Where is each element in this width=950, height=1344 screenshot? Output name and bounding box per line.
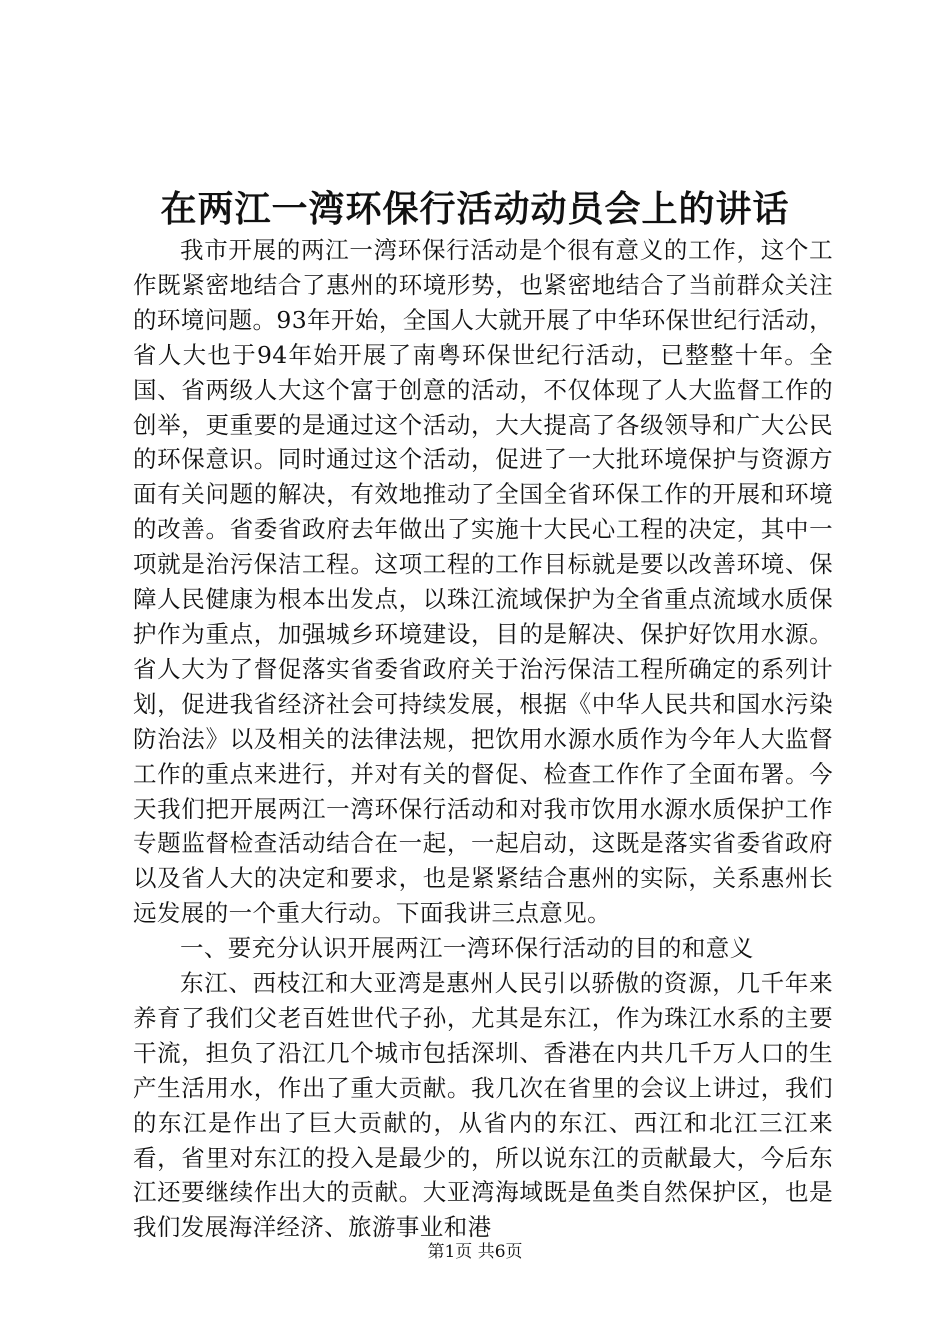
paragraph-intro: 我市开展的两江一湾环保行活动是个很有意义的工作，这个工作既紧密地结合了惠州的环境形势，也紧密地结合了当前群众关注的环境问题。93年开始，全国人大就开展了中华环保世纪行活动，省人大也于94年始开展了南粤环保世纪行活动，已整整十年。全国、省两级人大这个富于创意的活动，不仅体现了人大监督工作的创举，更重要的是通过这个活动，大大提高了各级领导和广大公民的环保意识。同时通过这个活动，促进了一大批环境保护与资源方面有关问题的解决，有效地推动了全国全省环保工作的开展和环境的改善。省委省政府去年做出了实施十大民心工程的决定，其中一项就是治污保洁工程。这项工程的工作目标就是要以改善环境、保障人民健康为根本出发点，以珠江流域保护为全省重点流域水质保护作为重点，加强城乡环境建设，目的是解决、保护好饮用水源。省人大为了督促落实省委省政府关于治污保洁工程所确定的系列计划，促进我省经济社会可持续发展，根据《中华人民共和国水污染防治法》以及相关的法律法规，把饮用水源水质作为今年人大监督工作的重点来进行，并对有关的督促、检查工作作了全面布署。今天我们把开展两江一湾环保行活动和对我市饮用水源水质保护工作专题监督检查活动结合在一起，一起启动，这既是落实省委省政府以及省人大的决定和要求，也是紧紧结合惠州的实际，关系惠州长远发展的一个重大行动。下面我讲三点意见。 <box>133 236 833 928</box>
page-footer: 第1页 共6页 <box>427 1242 523 1262</box>
section-heading-1: 一、要充分认识开展两江一湾环保行活动的目的和意义 <box>180 934 754 963</box>
paragraph-section-1: 东江、西枝江和大亚湾是惠州人民引以骄傲的资源，几千年来养育了我们父老百姓世代子孙，尤其是东江，作为珠江水系的主要干流，担负了沿江几个城市包括深圳、香港在内共几千万人口的生产生活用水，作出了重大贡献。我几次在省里的会议上讲过，我们的东江是作出了巨大贡献的，从省内的东江、西江和北江三江来看，省里对东江的投入是最少的，所以说东江的贡献最大，今后东江还要继续作出大的贡献。大亚湾海域既是鱼类自然保护区，也是我们发展海洋经济、旅游事业和港 <box>133 969 833 1242</box>
document-body <box>133 233 833 1245</box>
document-title: 在两江一湾环保行活动动员会上的讲话 <box>160 188 790 230</box>
